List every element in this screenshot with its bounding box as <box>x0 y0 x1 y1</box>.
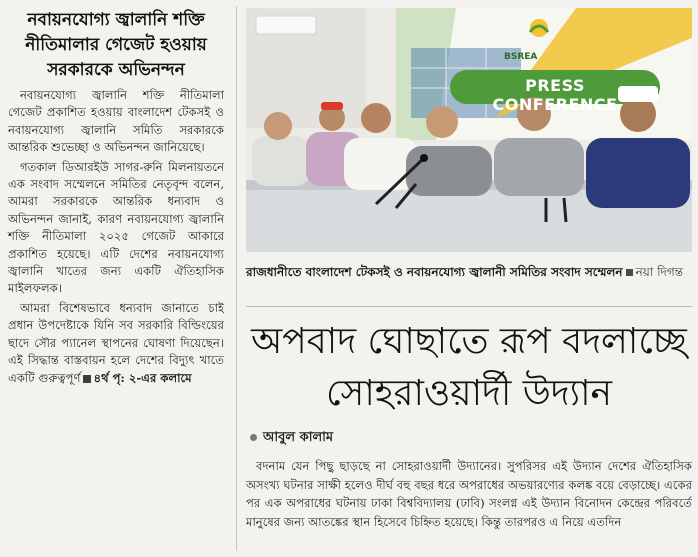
caption-text: রাজধানীতে বাংলাদেশ টেকসই ও নবায়নযোগ্য জ্বালানী সমিতির সংবাদ সম্মেলন <box>246 265 623 279</box>
main-article-paragraph: বদনাম যেন পিছু ছাড়ছে না সোহরাওয়ার্দী উদ্যানের। সুপরিসর এই উদ্যান দেশের ঐতিহাসিক অসংখ্য ঘটনার সাক্ষী হলেও দীর্ঘ বহু বছর ধরে অপরাধের অভয়ারণ্যের কলঙ্ক বয়ে বেড়াচ্ছে। একের পর এক অপরাধের ঘটনায় ঢাকা বিশ্ববিদ্যালয় (ঢাবি) সংলগ্ন এই উদ্যান বিনোদন কেন্দ্রের পরিবর্তে মানুষের জন্য আতঙ্কের স্থান হিসেবে চিহ্নিত হয়েছে। কিন্তু তারপরও এ নিয়ে এতদিন <box>246 459 692 529</box>
press-conference-illustration <box>246 8 692 252</box>
byline-author: আবুল কালাম <box>263 430 334 445</box>
headline-line-1: অপবাদ ঘোছাতে রূপ বদলাচ্ছে <box>251 321 687 362</box>
left-article-body <box>8 87 224 387</box>
left-paragraph-3 <box>8 300 224 387</box>
byline <box>250 428 333 449</box>
continued-text: ৪র্থ পৃ: ২-এর কলামে <box>93 370 192 385</box>
left-article <box>0 0 232 557</box>
left-article-headline: নবায়নযোগ্য জ্বালানি শক্তি নীতিমালার গেজেট হওয়ায় সরকারকে অভিনন্দন <box>25 10 207 80</box>
headline-line-2: সোহরাওয়ার্দী উদ্যান <box>325 373 613 414</box>
square-bullet-icon <box>626 269 633 276</box>
press-conference-photo <box>246 8 692 252</box>
banner-text: PRESS CONFERENCE <box>492 76 618 114</box>
photo-caption <box>246 263 692 282</box>
column-divider <box>236 6 237 551</box>
main-article-headline <box>246 316 692 420</box>
main-article-body <box>246 457 692 531</box>
caption-source: নয়া দিগন্ত <box>635 265 683 279</box>
left-paragraph-2: গতকাল ডিআরইউ সাগর-রুনি মিলনায়তনে এক সংবাদ সম্মেলনে সমিতির নেতৃবৃন্দ বলেন, আমরা সরকারকে আন্তরিক ধন্যবাদ ও অভিনন্দন জানাই, কারণ নবায়নযোগ্য জ্বালানি শক্তি নীতিমালা ২০২৫ গেজেট আকারে প্রকাশিত হয়েছে। এটি দেশের নবায়নযোগ্য জ্বালানি খাতের জন্য একটি ঐতিহাসিক মাইলফলক। <box>8 159 224 296</box>
section-divider <box>246 306 692 307</box>
left-paragraph-1: নবায়নযোগ্য জ্বালানি শক্তি নীতিমালা গেজেট প্রকাশিত হওয়ায় বাংলাদেশ টেকসই ও নবায়নযোগ্য জ্বালানি সমিতি সরকারকে আন্তরিক শুভেচ্ছা ও অভিনন্দন জানিয়েছে। <box>8 88 224 155</box>
continued-marker <box>81 371 192 385</box>
banner-logo-text: BSREA <box>504 52 538 62</box>
square-bullet-icon <box>83 375 91 383</box>
left-paragraph-3-text: আমরা বিশেষভাবে ধন্যবাদ জানাতে চাই প্রধান উপদেষ্টাকে যিনি সব সরকারি বিল্ডিংয়ের ছাদে সৌর প্যানেল স্থাপনের ঘোষণা দিয়েছেন। এই সিদ্ধান্ত বাস্তবায়ন হলে দেশের বিদ্যুৎ খাতে একটি গুরুত্বপূর্ণ <box>8 300 224 385</box>
right-column <box>242 0 698 557</box>
bullet-dot-icon <box>250 434 257 441</box>
